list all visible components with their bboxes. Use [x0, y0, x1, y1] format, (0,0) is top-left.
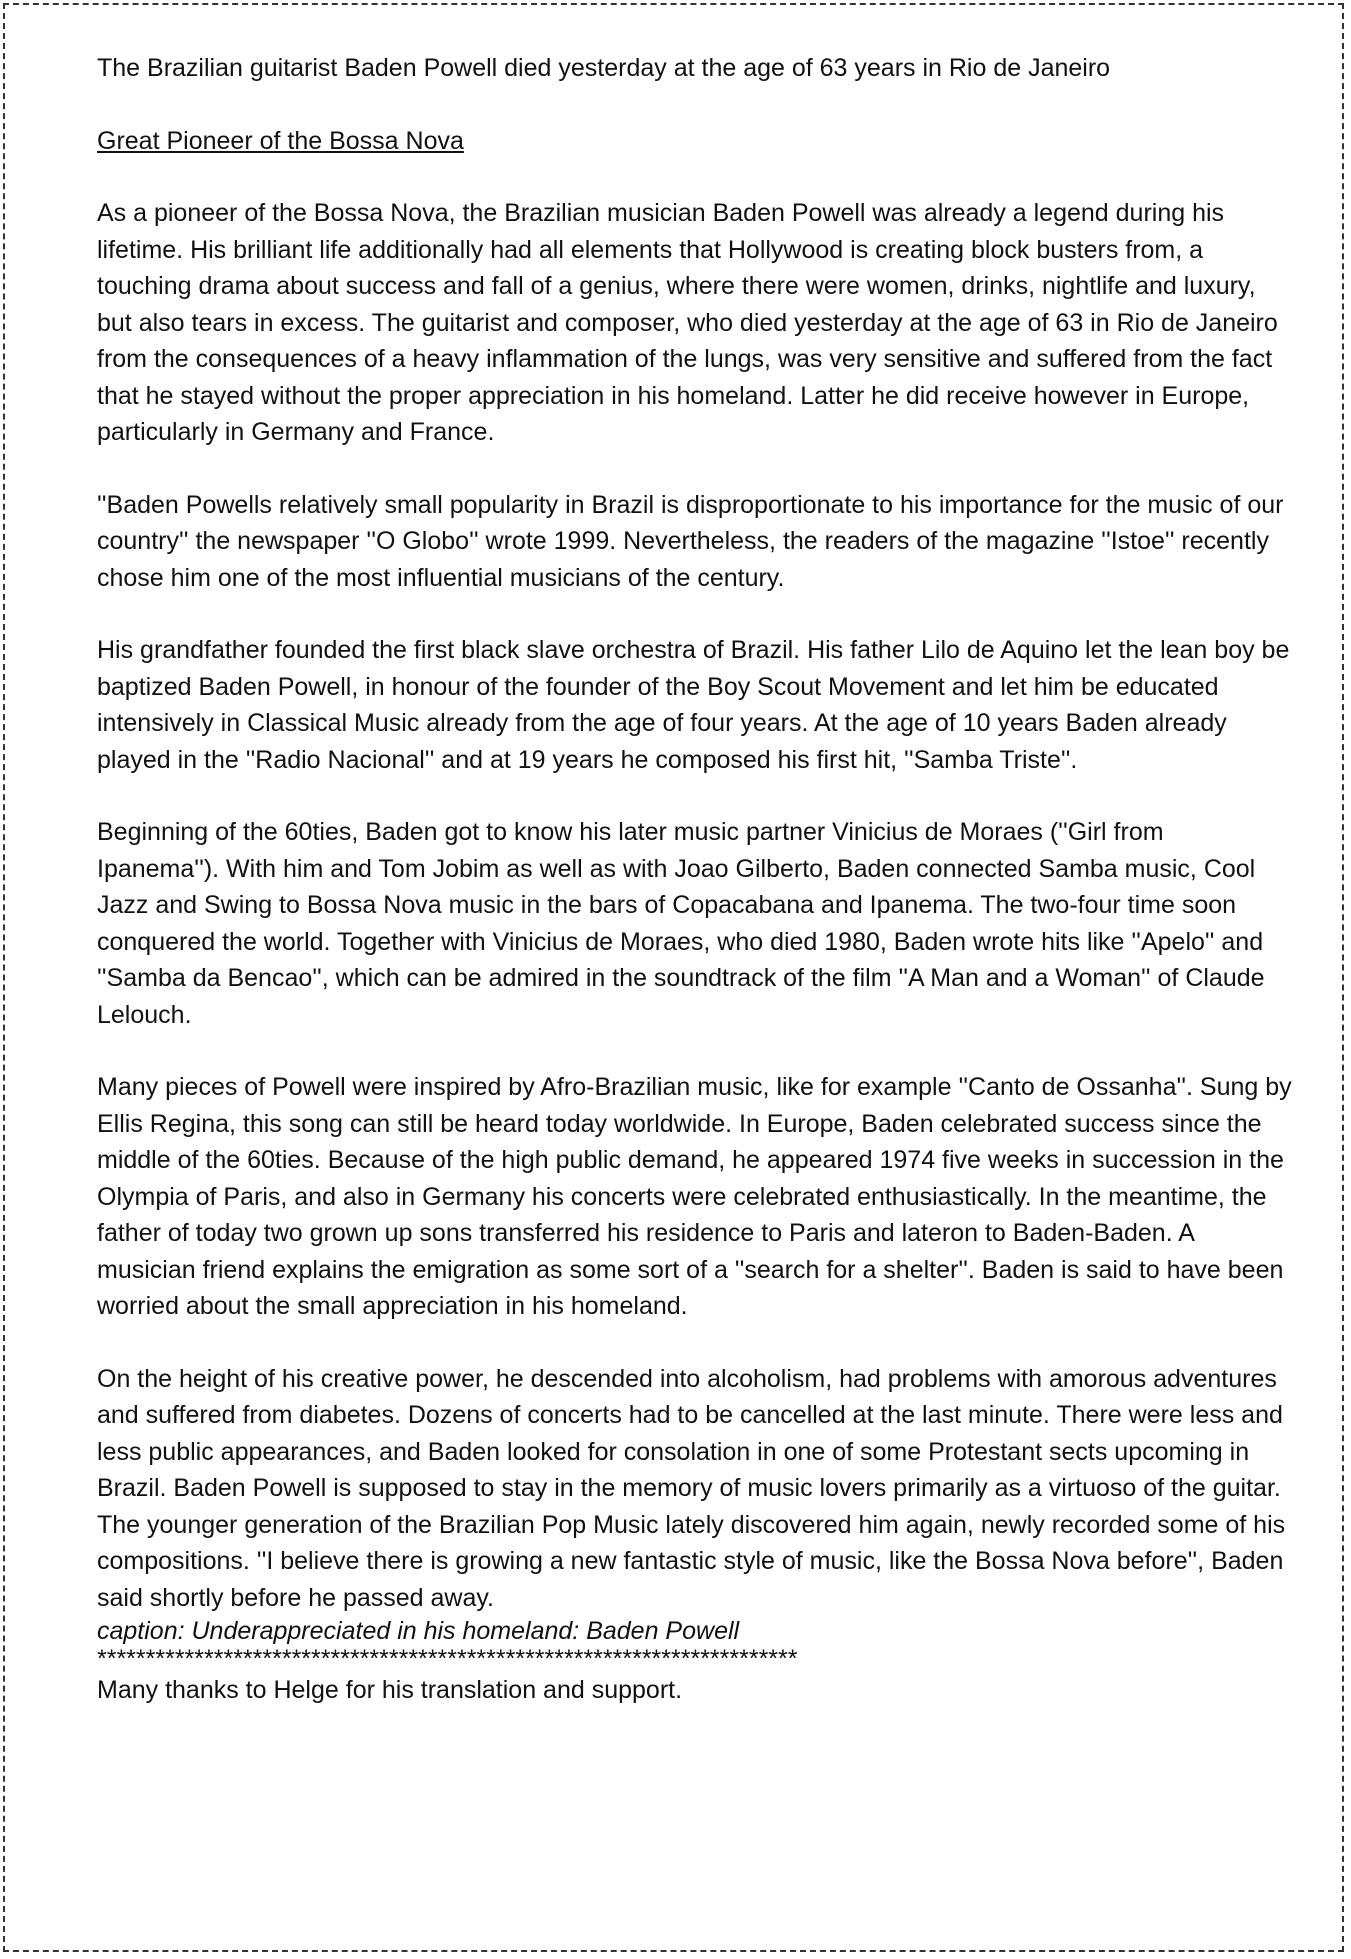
thanks-note: Many thanks to Helge for his translation and support. [97, 1676, 683, 1704]
photo-caption: caption: Underappreciated in his homeland: Baden Powell [97, 1617, 740, 1645]
paragraph-3: His grandfather founded the first black slave orchestra of Brazil. His father Lilo de Aquino let the lean boy be baptized Baden Powell, in honour of the founder of the Boy Scout Movement and let him be educated intensively in Classical Music already from the age of four years. At the age of 10 years Baden already played in the ''Radio Nacional'' and at 19 years he composed his first hit, ''Samba Triste''. [97, 636, 1290, 774]
paragraph-5: Many pieces of Powell were inspired by Afro-Brazilian music, like for example ''Canto de Ossanha''. Sung by Ellis Regina, this song can still be heard today worldwide. In Europe, Baden celebrated success since the middle of the 60ties. Because of the high public demand, he appeared 1974 five weeks in succession in the Olympia of Paris, and also in Germany his concerts were celebrated enthusiastically. In the meantime, the father of today two grown up sons transferred his residence to Paris and lateron to Baden-Baden. A musician friend explains the emigration as some sort of a ''search for a shelter''. Baden is said to have been worried about the small appreciation in his homeland. [97, 1073, 1292, 1320]
paragraph-1: As a pioneer of the Bossa Nova, the Brazilian musician Baden Powell was already a legend during his lifetime. His brilliant life additionally had all elements that Hollywood is creating block busters from, a touching drama about success and fall of a genius, where there were women, drinks, nightlife and luxury, but also tears in excess. The guitarist and composer, who died yesterday at the age of 63 in Rio de Janeiro from the consequences of a heavy inflammation of the lungs, was very sensitive and suffered from the fact that he stayed without the proper appreciation in his homeland. Latter he did receive however in Europe, particularly in Germany and France. [97, 199, 1278, 446]
paragraph-6: On the height of his creative power, he descended into alcoholism, had problems with amorous adventures and suffered from diabetes. Dozens of concerts had to be cancelled at the last minute. There were less and less public appearances, and Baden looked for consolation in one of some Protestant sects upcoming in Brazil. Baden Powell is supposed to stay in the memory of music lovers primarily as a virtuoso of the guitar. The younger generation of the Brazilian Pop Music lately discovered him again, newly recorded some of his compositions. ''I believe there is growing a new fantastic style of music, like the Bossa Nova before'', Baden said shortly before he passed away. [97, 1364, 1286, 1612]
separator-stars: ************************************************************************ [97, 1646, 798, 1672]
paragraph-4: Beginning of the 60ties, Baden got to know his later music partner Vinicius de Moraes (''Girl from Ipanema''). With him and Tom Jobim as well as with Joao Gilberto, Baden connected Samba music, Cool Jazz and Swing to Bossa Nova music in the bars of Copacabana and Ipanema. The two-four time soon conquered the world. Together with Vinicius de Moraes, who died 1980, Baden wrote hits like ''Apelo'' and ''Samba da Bencao'', which can be admired in the soundtrack of the film ''A Man and a Woman'' of Claude Lelouch. [97, 818, 1265, 1029]
article-heading: Great Pioneer of the Bossa Nova [97, 126, 464, 155]
paragraph-2: ''Baden Powells relatively small popularity in Brazil is disproportionate to his importance for the music of our country'' the newspaper ''O Globo'' wrote 1999. Nevertheless, the readers of the magazine ''Istoe'' recently chose him one of the most influential musicians of the century. [97, 490, 1284, 592]
article-body [97, 50, 1292, 1709]
article-intro: The Brazilian guitarist Baden Powell died yesterday at the age of 63 years in Rio de Janeiro [97, 54, 1111, 82]
